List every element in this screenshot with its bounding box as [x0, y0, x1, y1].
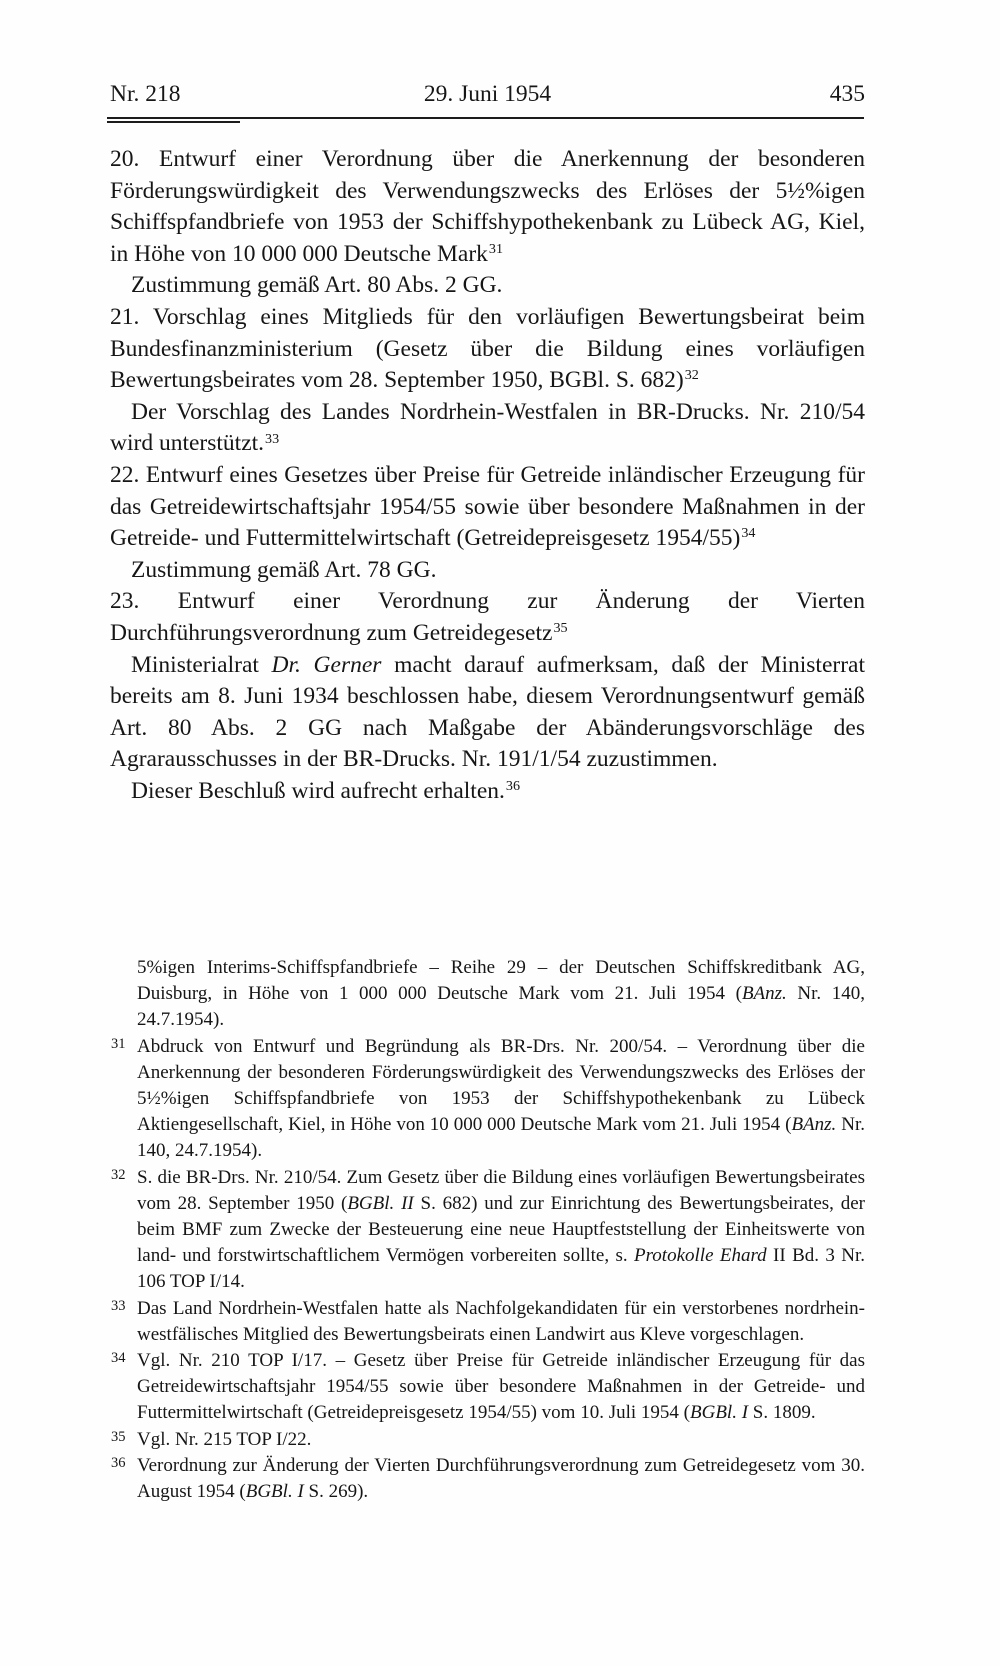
footnote-text: Vgl. Nr. 215 TOP I/22. [137, 1428, 312, 1450]
footnotes-section [110, 955, 865, 1505]
body-paragraph-item-23: 23. Entwurf einer Verordnung zur Änderung der Vierten Durchführungsverordnung zum Getreidegesetz$^{35}$ [110, 588, 865, 646]
footnote-number: 34 [111, 1350, 126, 1367]
footnote-number: 32 [111, 1166, 126, 1183]
footnote-34 [110, 1348, 865, 1427]
footnote-continuation [110, 955, 865, 1034]
footnote-number: 35 [111, 1428, 126, 1445]
footnote-text: Abdruck von Entwurf und Begründung als BR-Drs. Nr. 200/54. – Verordnung über die Anerkennung der besonderen Förderungswürdigkeit des Verwendungszwecks des Erlöses der 5½%igen Schiffspfandbriefe von 1953 der Schiffshypothekenbank zu Lübeck Aktiengesellschaft, Kiel, in Höhe von 10 000 000 Deutsche Mark vom 21. Juli 1954 (BAnz. Nr. 140, 24.7.1954). [137, 1035, 866, 1162]
footnote-number: 33 [111, 1297, 126, 1314]
footnote-text: S. die BR-Drs. Nr. 210/54. Zum Gesetz über die Bildung eines vorläufigen Bewertungsbeirates vom 28. September 1950 (BGBl. II S. 682) und zur Einrichtung des Bewertungsbeirates, der beim BMF zum Zwecke der Besteuerung eine neue Hauptfeststellung der Einheitswerte von land- und forstwirtschaftlichem Vermögen vorbereiten sollte, s. Protokolle Ehard II Bd. 3 Nr. 106 TOP I/14. [137, 1166, 866, 1293]
footnote-33 [110, 1296, 865, 1348]
body-paragraph-approval-20: Zustimmung gemäß Art. 80 Abs. 2 GG. [131, 272, 503, 299]
footnote-number: 31 [111, 1035, 126, 1052]
body-paragraph-item-22: 22. Entwurf eines Gesetzes über Preise für Getreide inländischer Erzeugung für das Getreidewirtschaftsjahr 1954/55 sowie über besondere Maßnahmen in der Getreide- und Futtermittelwirtschaft (Getreidepreisgesetz 1954/55)$^{34}$ [110, 461, 865, 552]
body-paragraph-decision-23: Dieser Beschluß wird aufrecht erhalten.$^{36}$ [131, 777, 520, 804]
footnote-31 [110, 1034, 865, 1165]
footnote-text: Vgl. Nr. 210 TOP I/17. – Gesetz über Preise für Getreide inländischer Erzeugung für das Getreidewirtschaftsjahr 1954/55 sowie über besondere Maßnahmen in der Getreide- und Futtermittelwirtschaft (Getreidepreisgesetz 1954/55) vom 10. Juli 1954 (BGBl. I S. 1809. [137, 1350, 865, 1424]
body-paragraph-remark-23: Ministerialrat Dr. Gerner macht darauf aufmerksam, daß der Ministerrat bereits am 8. Juni 1934 beschlossen habe, diesem Verordnungsentwurf gemäß Art. 80 Abs. 2 GG nach Maßgabe der Abänderungsvorschläge des Agrarausschusses in der BR-Drucks. Nr. 191/1/54 zuzustimmen. [110, 651, 865, 773]
footnote-32 [110, 1165, 865, 1296]
header-page-number: 435 [829, 81, 865, 107]
footnote-36 [110, 1453, 865, 1505]
footnote-number: 36 [111, 1454, 126, 1471]
footnote-text: Verordnung zur Änderung der Vierten Durchführungsverordnung zum Getreidegesetz vom 30. August 1954 (BGBl. I S. 269). [137, 1454, 865, 1503]
header-rule-left-segment [107, 121, 240, 123]
footnote-text: Das Land Nordrhein-Westfalen hatte als Nachfolgekandidaten für ein verstorbenes nordrhein-westfälisches Mitglied des Bewertungsbeirats einen Landwirt aus Kleve vorgeschlagen. [137, 1297, 865, 1345]
footnote-text: 5%igen Interims-Schiffspfandbriefe – Reihe 29 – der Deutschen Schiffskreditbank AG, Duisburg, in Höhe von 1 000 000 Deutsche Mark vom 21. Juli 1954 (BAnz. Nr. 140, 24.7.1954). [137, 957, 866, 1031]
body-paragraph-item-21: 21. Vorschlag eines Mitglieds für den vorläufigen Bewertungsbeirat beim Bundesfinanzministerium (Gesetz über die Bildung eines vorläufigen Bewertungsbeirates vom 28. September 1950, BGBl. S. 682)$^{32}$ [110, 303, 865, 394]
body-paragraph-item-20: 20. Entwurf einer Verordnung über die Anerkennung der besonderen Förderungswürdigkeit des Verwendungszwecks des Erlöses der 5½%igen Schiffspfandbriefe von 1953 der Schiffshypothekenbank zu Lübeck AG, Kiel, in Höhe von 10 000 000 Deutsche Mark$^{31}$ [110, 146, 865, 267]
footnote-35 [110, 1427, 865, 1453]
body-text [110, 144, 865, 807]
body-paragraph-approval-22: Zustimmung gemäß Art. 78 GG. [131, 556, 437, 583]
header-date: 29. Juni 1954 [423, 81, 552, 107]
header-rule [107, 117, 864, 119]
header-doc-number: Nr. 218 [110, 81, 181, 107]
body-paragraph-decision-21: Der Vorschlag des Landes Nordrhein-Westfalen in BR-Drucks. Nr. 210/54 wird unterstützt.$^{33}$ [110, 398, 865, 457]
